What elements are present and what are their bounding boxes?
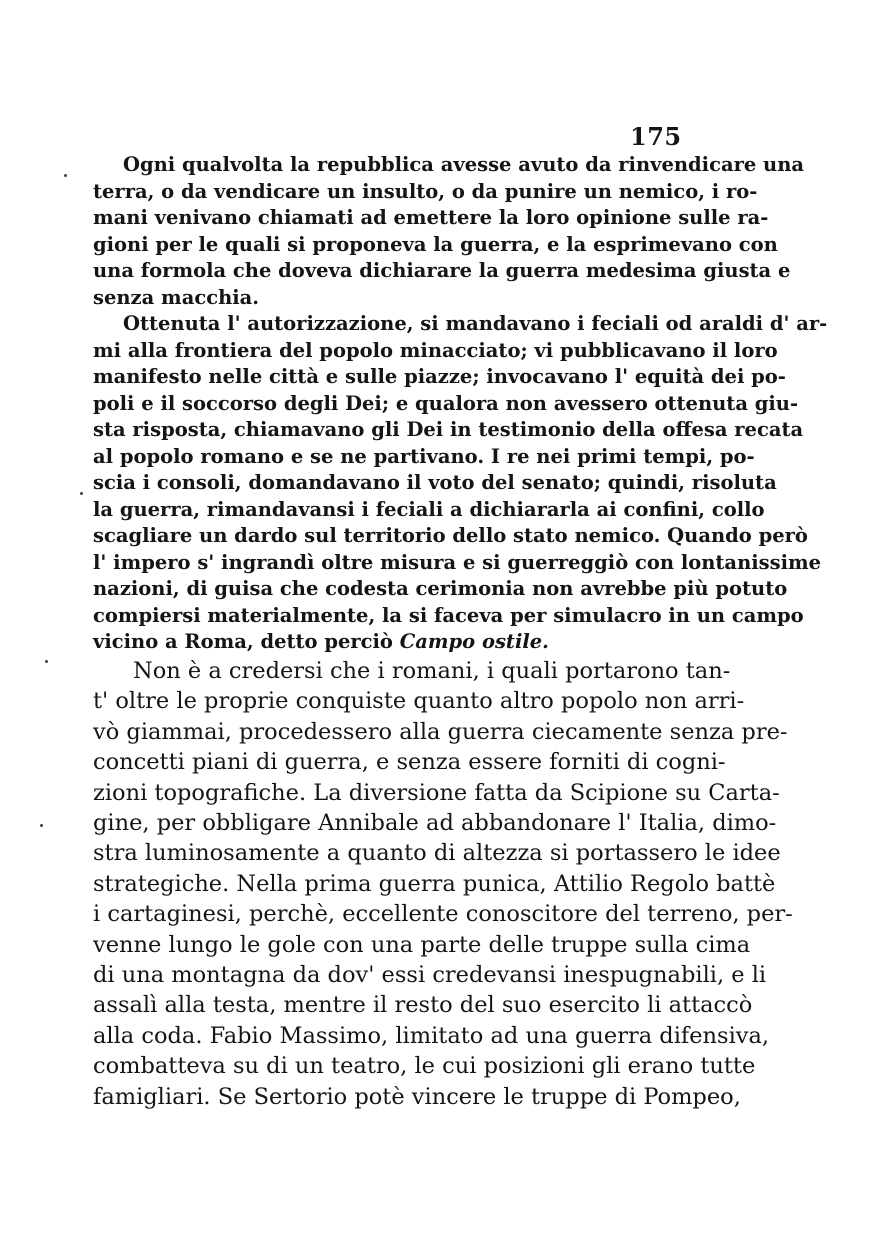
text-line: mi alla frontiera del popolo minacciato; vi pubblicavano il loro xyxy=(93,338,778,362)
text-run: vicino a Roma, detto perciò xyxy=(93,630,393,653)
text-line: Ottenuta l' autorizzazione, si mandavano i feciali od araldi d' ar- xyxy=(123,312,828,335)
text-line: di una montagna da dov' essi credevansi inespugnabili, e li xyxy=(93,962,767,989)
text-line: famigliari. Se Sertorio potè vincere le truppe di Pompeo, xyxy=(93,1083,741,1110)
text-line: la guerra, rimandavansi i feciali a dichiararla ai confini, collo xyxy=(93,497,765,521)
text-line: manifesto nelle città e sulle piazze; invocavano l' equità dei po- xyxy=(93,365,786,388)
scan-speck xyxy=(40,824,43,827)
text-line: scagliare un dardo sul territorio dello stato nemico. Quando però xyxy=(93,524,808,547)
text-line: i cartaginesi, perchè, eccellente conoscitore del terreno, per- xyxy=(93,901,793,928)
text-line: strategiche. Nella prima guerra punica, Attilio Regolo battè xyxy=(93,870,776,897)
text-line: una formola che doveva dichiarare la guerra medesima giusta e xyxy=(93,259,791,282)
text-line: Ogni qualvolta la repubblica avesse avuto da rinvendicare una xyxy=(123,153,805,176)
text-line: sta risposta, chiamavano gli Dei in testimonio della offesa recata xyxy=(93,418,804,441)
scan-speck xyxy=(64,174,67,177)
text-line: l' impero s' ingrandì oltre misura e si guerreggiò con lontanissime xyxy=(93,550,822,574)
text-line: senza macchia. xyxy=(93,285,260,309)
scan-speck xyxy=(45,660,48,663)
text-line: al popolo romano e se ne partivano. I re nei primi tempi, po- xyxy=(93,444,755,468)
scan-speck xyxy=(80,492,83,495)
page-number: 175 xyxy=(630,122,682,151)
text-line: venne lungo le gole con una parte delle truppe sulla cima xyxy=(93,931,751,958)
text-line: t' oltre le proprie conquiste quanto altro popolo non arri- xyxy=(93,688,745,715)
text-line: compiersi materialmente, la si faceva per simulacro in un campo xyxy=(93,603,804,627)
text-line: terra, o da vendicare un insulto, o da punire un nemico, i ro- xyxy=(93,179,758,203)
text-line: zioni topografiche. La diversione fatta da Scipione su Carta- xyxy=(93,779,780,806)
paragraph-strategia-romana xyxy=(93,656,793,1112)
text-line: alla coda. Fabio Massimo, limitato ad una guerra difensiva, xyxy=(93,1022,770,1049)
paragraph-feciali xyxy=(93,152,828,656)
text-line: Non è a credersi che i romani, i quali portarono tan- xyxy=(133,658,731,684)
text-line: vò giammai, procedessero alla guerra ciecamente senza pre- xyxy=(93,718,788,745)
text-line: mani venivano chiamati ad emettere la loro opinione sulle ra- xyxy=(93,206,769,229)
text-line: combatteva su di un teatro, le cui posizioni gli erano tutte xyxy=(93,1053,756,1080)
text-line-with-italic-end xyxy=(93,629,698,656)
text-line: stra luminosamente a quanto di altezza si portassero le idee xyxy=(93,840,781,867)
text-line: assalì alla testa, mentre il resto del suo esercito li attaccò xyxy=(93,992,753,1019)
text-line: scia i consoli, domandavano il voto del senato; quindi, risoluta xyxy=(93,471,777,494)
italic-term-campo-ostile: Campo ostile. xyxy=(399,630,549,653)
text-line: nazioni, di guisa che codesta cerimonia non avrebbe più potuto xyxy=(93,577,788,600)
text-line: poli e il soccorso degli Dei; e qualora non avessero ottenuta giu- xyxy=(93,391,799,415)
text-line: concetti piani di guerra, e senza essere forniti di cogni- xyxy=(93,749,726,776)
text-line: gioni per le quali si proponeva la guerra, e la esprimevano con xyxy=(93,232,778,256)
text-line: gine, per obbligare Annibale ad abbandonare l' Italia, dimo- xyxy=(93,810,777,837)
